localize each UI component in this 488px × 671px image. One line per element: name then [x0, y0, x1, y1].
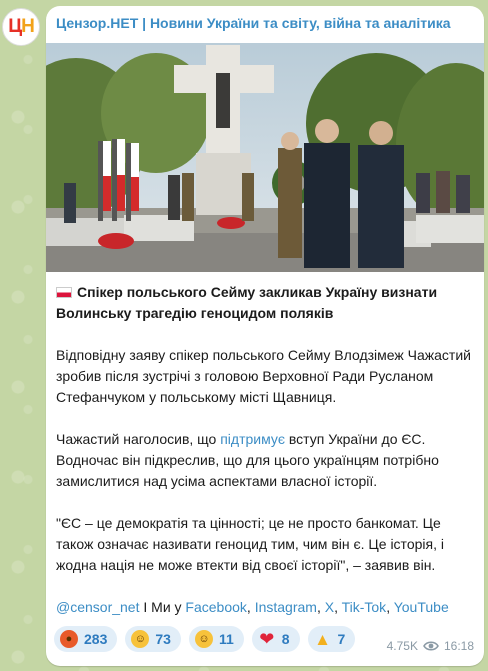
reaction-thinking[interactable]	[189, 626, 244, 652]
paragraph-2-end: вступ України до ЄС. Водночас він підкреслив, що для цього українцям потрібно замислитися над усіма аспектами власної історії.	[56, 431, 439, 489]
tiktok-link[interactable]: Tik-Tok	[341, 599, 387, 615]
poland-flag-icon	[56, 287, 72, 298]
post-text	[56, 282, 472, 618]
paragraph-1: Відповідну заяву спікер польського Сейму Влодзімеж Чажастий зробив після зустрічі з головою Верховної Ради Русланом Стефанчуком у польському місті Щавниця.	[56, 347, 471, 405]
footer-mid-text: I Ми у	[139, 599, 186, 615]
instagram-link[interactable]: Instagram	[254, 599, 317, 615]
message-time: 16:18	[443, 639, 474, 653]
message-bubble	[46, 6, 484, 666]
memorial-photo-image	[46, 43, 484, 272]
post-photo[interactable]	[46, 43, 484, 272]
footer-sep-4: ,	[386, 599, 394, 615]
message-meta	[387, 639, 474, 653]
laughing-face-icon: ☺	[131, 630, 149, 648]
avatar-letter-2: Н	[21, 16, 34, 37]
angry-face-icon: ●	[60, 630, 78, 648]
channel-avatar[interactable]	[2, 8, 40, 46]
facebook-link[interactable]: Facebook	[185, 599, 247, 615]
headline-text: Спікер польського Сейму закликав Україну визнати Волинську трагедію геноцидом поляків	[56, 284, 438, 321]
footer-sep-1: ,	[246, 599, 255, 615]
supports-link[interactable]: підтримує	[220, 431, 286, 447]
footer-sep-2: ,	[316, 599, 325, 615]
censor-net-handle-link[interactable]: @censor_net	[56, 599, 140, 615]
youtube-link[interactable]: YouTube	[393, 599, 449, 615]
reactions-bar	[54, 626, 355, 652]
reaction-heart[interactable]	[252, 626, 300, 652]
thumbs-up-icon: ▲	[314, 629, 331, 649]
avatar-letter-1: Ц	[8, 16, 22, 37]
x-link[interactable]: X	[324, 599, 335, 615]
reaction-laughing[interactable]	[125, 626, 181, 652]
reaction-count: 283	[84, 631, 108, 647]
reaction-count: 11	[218, 631, 234, 647]
reaction-count: 8	[281, 631, 290, 647]
reaction-angry[interactable]	[54, 626, 117, 652]
view-count: 4.75K	[386, 639, 418, 653]
channel-title[interactable]: Цензор.НЕТ | Новини України та світу, війна та аналітика	[56, 15, 451, 31]
paragraph-2-start: Чажастий наголосив, що	[56, 431, 221, 447]
reaction-count: 7	[337, 631, 346, 647]
paragraph-2	[56, 429, 472, 492]
footer-sep-3: ,	[334, 599, 342, 615]
reaction-count: 73	[155, 631, 171, 647]
reaction-thumbs-up[interactable]	[308, 626, 356, 652]
eye-icon	[423, 640, 439, 652]
post-headline	[56, 282, 472, 324]
paragraph-3-quote: "ЄС – це демократія та цінності; це не просто банкомат. Це також означає називати геноцид тим, чим він є. Це історія, і жодна нація не може втекти від своєї історії", – заявив він.	[56, 515, 444, 573]
red-heart-icon: ❤	[259, 629, 275, 649]
post-footer-links	[56, 597, 472, 618]
thinking-face-icon: ☺	[195, 630, 213, 648]
